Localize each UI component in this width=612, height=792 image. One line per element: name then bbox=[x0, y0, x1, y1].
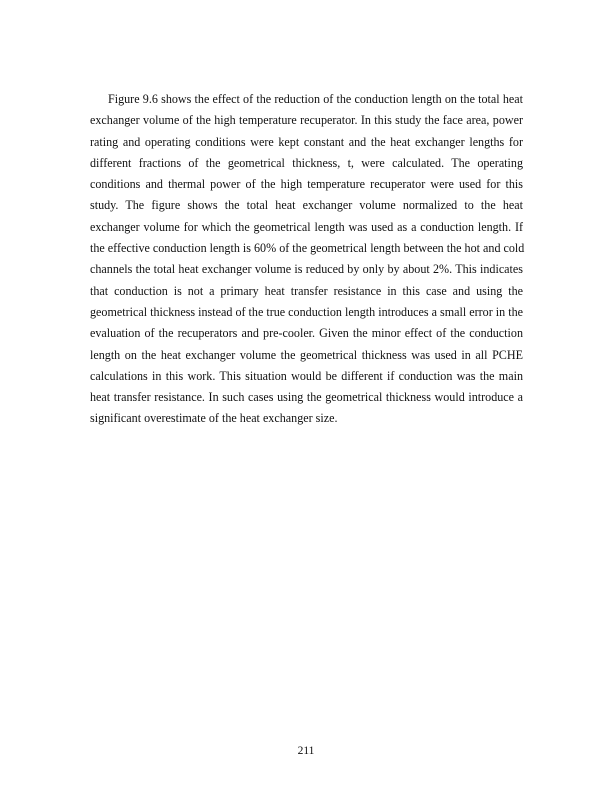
text-line: channels the total heat exchanger volume is reduced by only by about 2%. This indicates bbox=[90, 262, 523, 277]
text-line: evaluation of the recuperators and pre-cooler. Given the minor effect of the conduction bbox=[90, 326, 523, 341]
text-line: length on the heat exchanger volume the geometrical thickness was used in all PCHE bbox=[90, 347, 523, 362]
text-line: Figure 9.6 shows the effect of the reduction of the conduction length on the total heat bbox=[108, 92, 523, 106]
text-line: study. The figure shows the total heat exchanger volume normalized to the heat bbox=[90, 198, 523, 213]
text-line: significant overestimate of the heat exchanger size. bbox=[90, 411, 338, 426]
text-line: that conduction is not a primary heat transfer resistance in this case and using the bbox=[90, 283, 523, 298]
text-line: exchanger volume of the high temperature recuperator. In this study the face area, power bbox=[90, 113, 523, 128]
text-line: calculations in this work. This situation would be different if conduction was the main bbox=[90, 368, 523, 383]
text-line: the effective conduction length is 60% of the geometrical length between the hot and cold bbox=[90, 241, 525, 256]
text-line: conditions and thermal power of the high temperature recuperator were used for this bbox=[90, 177, 523, 192]
page-number: 211 bbox=[297, 745, 315, 757]
text-line: different fractions of the geometrical thickness, t, were calculated. The operating bbox=[90, 155, 523, 170]
body-paragraph bbox=[90, 89, 523, 430]
text-line: geometrical thickness instead of the true conduction length introduces a small error in the bbox=[90, 304, 523, 319]
text-line: exchanger volume for which the geometrical length was used as a conduction length. If bbox=[90, 219, 523, 234]
text-line: rating and operating conditions were kept constant and the heat exchanger lengths for bbox=[90, 134, 523, 149]
text-line: heat transfer resistance. In such cases using the geometrical thickness would introduce a bbox=[90, 390, 523, 405]
